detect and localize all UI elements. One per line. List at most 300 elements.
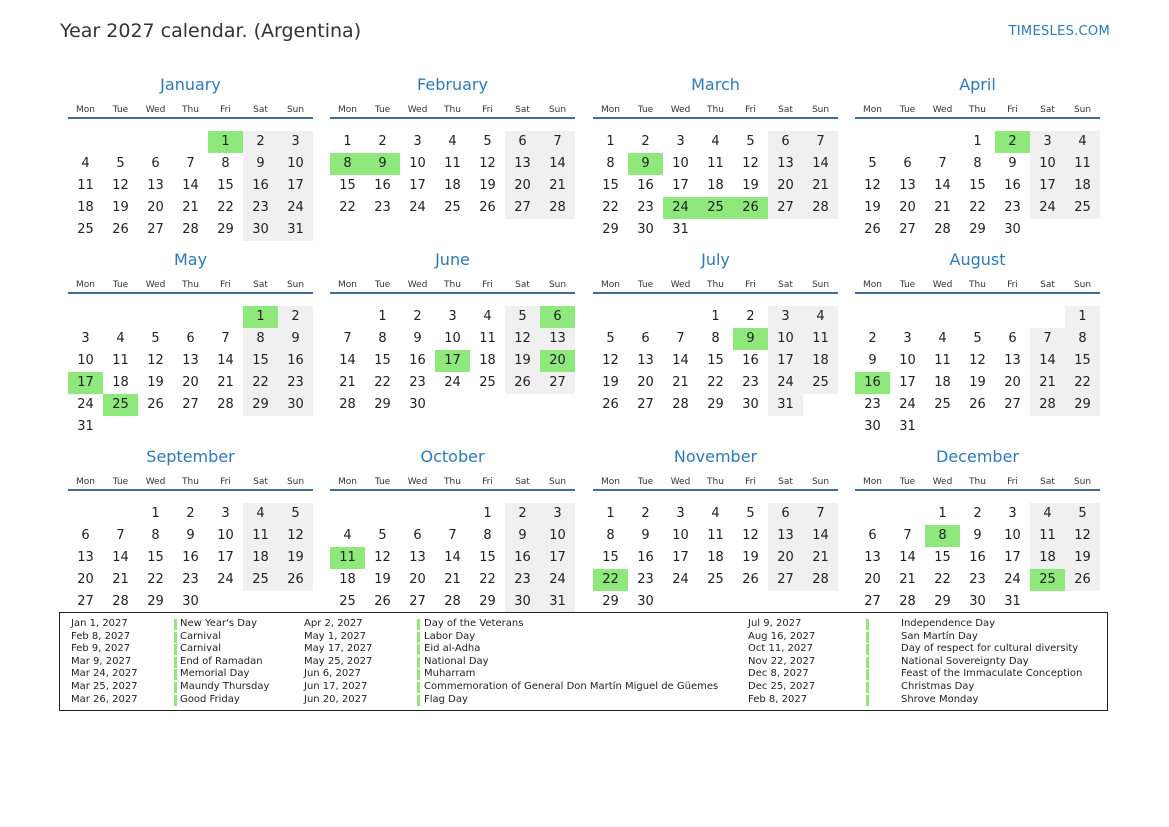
day-cell: 11 [112,353,129,368]
day-cell: 22 [479,572,496,587]
weekday-label: Mon [601,477,620,487]
legend-holiday-name: Memorial Day [180,668,250,680]
holiday-day-cell: 1 [208,131,243,153]
day-cell: 17 [217,550,234,565]
weekday-label: Mon [863,477,882,487]
day-cell: 23 [864,397,881,412]
day-cell: 19 [1065,547,1100,569]
month-divider [330,117,575,119]
weekday-label: Thu [969,280,986,290]
legend-date: Dec 25, 2027 [748,681,816,692]
day-cell: 10 [540,525,575,547]
day-cell: 26 [278,569,313,591]
day-cell: 28 [540,197,575,219]
day-cell: 12 [1065,525,1100,547]
day-cell: 12 [864,178,881,193]
legend-date: Jun 20, 2027 [304,693,368,705]
day-cell: 27 [147,222,164,237]
weekday-label: Fri [1007,477,1018,487]
day-cell: 7 [448,528,457,543]
day-cell: 25 [479,375,496,390]
day-cell: 5 [606,331,615,346]
legend-holiday-name: Carnival [180,643,221,655]
weekday-label: Wed [145,105,166,115]
day-cell: 5 [505,306,540,328]
day-cell: 29 [969,222,986,237]
legend-marker [174,657,177,668]
day-cell: 2 [641,134,650,149]
day-cell: 6 [1008,331,1017,346]
weekday-label: Thu [969,477,986,487]
day-cell: 23 [182,572,199,587]
day-cell: 22 [1065,372,1100,394]
legend-date: May 1, 2027 [304,630,367,642]
day-cell: 15 [969,178,986,193]
day-cell: 3 [1008,506,1017,521]
weekday-label: Fri [220,280,231,290]
day-cell: 11 [479,331,496,346]
day-cell: 21 [899,572,916,587]
holiday-day-cell: 25 [1030,569,1065,591]
day-cell: 20 [409,572,426,587]
day-cell: 27 [505,197,540,219]
day-cell: 31 [768,394,803,416]
day-cell: 22 [707,375,724,390]
day-cell: 7 [803,503,838,525]
weekday-label: Fri [220,105,231,115]
month-title: July [701,250,730,269]
legend-holiday-name: Day of the Veterans [424,618,524,629]
weekday-label: Wed [932,105,953,115]
day-cell: 28 [803,569,838,591]
day-cell: 26 [505,372,540,394]
day-cell: 3 [540,503,575,525]
day-cell: 2 [868,331,877,346]
day-cell: 14 [803,153,838,175]
day-cell: 14 [803,525,838,547]
legend-marker [174,695,177,706]
legend-holiday-name: Maundy Thursday [180,681,270,692]
day-cell: 19 [278,547,313,569]
day-cell: 17 [899,375,916,390]
day-cell: 22 [374,375,391,390]
weekday-label: Sun [811,280,830,290]
day-cell: 18 [112,375,129,390]
weekday-label: Fri [745,280,756,290]
day-cell: 1 [1065,306,1100,328]
month-title: June [435,250,470,269]
legend-date: Feb 9, 2027 [71,643,131,655]
day-cell: 15 [602,550,619,565]
holiday-day-cell: 17 [435,350,470,372]
legend-date: Mar 24, 2027 [71,668,138,680]
day-cell: 6 [151,156,160,171]
day-cell: 2 [186,506,195,521]
day-cell: 25 [339,594,356,609]
day-cell: 28 [934,222,951,237]
day-cell: 1 [711,309,720,324]
holiday-day-cell: 25 [103,394,138,416]
day-cell: 1 [343,134,352,149]
day-cell: 22 [969,200,986,215]
weekday-label: Sun [286,105,305,115]
month-title: October [420,447,485,466]
month-divider [330,489,575,491]
legend-date: Mar 9, 2027 [71,655,132,667]
day-cell: 18 [444,178,461,193]
day-cell: 29 [707,397,724,412]
page-title: Year 2027 calendar. (Argentina) [60,20,362,42]
day-cell: 29 [217,222,234,237]
day-cell: 17 [278,175,313,197]
day-cell: 21 [112,572,129,587]
day-cell: 3 [903,331,912,346]
day-cell: 17 [1030,175,1065,197]
weekday-label: Sat [778,105,793,115]
weekday-label: Sun [548,280,567,290]
day-cell: 27 [899,222,916,237]
holiday-day-cell: 6 [540,306,575,328]
day-cell: 28 [217,397,234,412]
day-cell: 18 [479,353,496,368]
weekday-label: Thu [182,477,199,487]
weekday-label: Thu [182,105,199,115]
day-cell: 13 [768,525,803,547]
legend-holiday-name: Flag Day [424,693,468,705]
legend-marker [174,644,177,655]
day-cell: 27 [182,397,199,412]
month-divider [855,292,1100,294]
day-cell: 4 [116,331,125,346]
legend-date: Jun 17, 2027 [304,681,368,692]
day-cell: 3 [676,134,685,149]
weekday-label: Tue [112,105,129,115]
month-divider [68,292,313,294]
weekday-label: Fri [1007,105,1018,115]
day-cell: 18 [803,350,838,372]
day-cell: 16 [969,550,986,565]
legend-date: May 17, 2027 [304,643,373,655]
day-cell: 26 [147,397,164,412]
legend-holiday-name: New Year's Day [180,618,258,629]
day-cell: 13 [768,153,803,175]
day-cell: 29 [602,594,619,609]
day-cell: 27 [409,594,426,609]
day-cell: 31 [77,419,94,434]
day-cell: 22 [602,200,619,215]
day-cell: 23 [1004,200,1021,215]
day-cell: 30 [243,219,278,241]
day-cell: 3 [81,331,90,346]
day-cell: 20 [768,175,803,197]
day-cell: 4 [938,331,947,346]
month-title: September [146,447,235,466]
legend-marker [417,695,420,706]
day-cell: 15 [602,178,619,193]
day-cell: 26 [1065,569,1100,591]
day-cell: 17 [672,178,689,193]
weekday-label: Sun [1073,105,1092,115]
day-cell: 8 [378,331,387,346]
day-cell: 30 [969,594,986,609]
day-cell: 3 [278,131,313,153]
holiday-day-cell: 9 [733,328,768,350]
day-cell: 16 [278,350,313,372]
day-cell: 14 [182,178,199,193]
holiday-day-cell: 22 [593,569,628,591]
weekday-label: Wed [407,477,428,487]
weekday-label: Sun [811,105,830,115]
day-cell: 21 [182,200,199,215]
weekday-label: Fri [482,477,493,487]
day-cell: 4 [483,309,492,324]
legend-date: Feb 8, 2027 [71,630,131,642]
day-cell: 30 [182,594,199,609]
day-cell: 28 [444,594,461,609]
month-title: November [673,447,758,466]
day-cell: 12 [147,353,164,368]
month-divider [593,292,838,294]
day-cell: 27 [768,569,803,591]
day-cell: 15 [1065,350,1100,372]
day-cell: 24 [1030,197,1065,219]
day-cell: 10 [217,528,234,543]
weekday-label: Sat [1040,477,1055,487]
day-cell: 29 [934,594,951,609]
day-cell: 14 [1030,350,1065,372]
day-cell: 6 [505,131,540,153]
day-cell: 1 [938,506,947,521]
day-cell: 25 [934,397,951,412]
day-cell: 16 [742,353,759,368]
day-cell: 23 [278,372,313,394]
weekday-label: Tue [112,280,129,290]
day-cell: 16 [637,178,654,193]
day-cell: 5 [483,134,492,149]
day-cell: 17 [672,550,689,565]
legend-marker [866,619,869,630]
day-cell: 6 [903,156,912,171]
day-cell: 10 [77,353,94,368]
month-title: February [417,75,488,94]
day-cell: 13 [637,353,654,368]
legend-holiday-name: San Martín Day [901,630,978,642]
day-cell: 25 [803,372,838,394]
day-cell: 27 [768,197,803,219]
day-cell: 18 [339,572,356,587]
day-cell: 9 [1008,156,1017,171]
day-cell: 18 [77,200,94,215]
day-cell: 10 [278,153,313,175]
legend-date: Aug 16, 2027 [748,630,816,642]
day-cell: 12 [969,353,986,368]
day-cell: 3 [448,309,457,324]
day-cell: 1 [606,134,615,149]
legend-marker [417,632,420,643]
day-cell: 23 [969,572,986,587]
legend-marker [417,682,420,693]
day-cell: 2 [505,503,540,525]
day-cell: 10 [409,156,426,171]
day-cell: 6 [868,528,877,543]
day-cell: 14 [934,178,951,193]
weekday-label: Mon [76,105,95,115]
day-cell: 25 [707,572,724,587]
weekday-label: Sat [778,477,793,487]
day-cell: 23 [409,375,426,390]
month-divider [855,117,1100,119]
weekday-label: Thu [969,105,986,115]
day-cell: 9 [505,525,540,547]
day-cell: 12 [505,328,540,350]
day-cell: 27 [637,397,654,412]
day-cell: 10 [1004,528,1021,543]
weekday-label: Sat [253,280,268,290]
legend-holiday-name: Muharram [424,668,476,680]
day-cell: 15 [934,550,951,565]
weekday-label: Thu [707,280,724,290]
day-cell: 28 [112,594,129,609]
day-cell: 11 [707,156,724,171]
day-cell: 20 [768,547,803,569]
day-cell: 27 [864,594,881,609]
month-title: March [691,75,740,94]
legend-date: Dec 8, 2027 [748,668,809,680]
legend-date: Jan 1, 2027 [71,618,128,629]
day-cell: 27 [540,372,575,394]
day-cell: 28 [803,197,838,219]
day-cell: 14 [339,353,356,368]
day-cell: 15 [339,178,356,193]
day-cell: 1 [483,506,492,521]
legend-marker [866,632,869,643]
day-cell: 25 [1065,197,1100,219]
holiday-day-cell: 9 [628,153,663,175]
weekday-label: Fri [745,477,756,487]
day-cell: 8 [243,328,278,350]
day-cell: 21 [217,375,234,390]
weekday-label: Thu [707,105,724,115]
day-cell: 2 [378,134,387,149]
day-cell: 18 [243,547,278,569]
day-cell: 20 [637,375,654,390]
weekday-label: Mon [338,105,357,115]
day-cell: 16 [182,550,199,565]
site-link[interactable]: TIMESLES.COM [1008,24,1110,39]
day-cell: 16 [374,178,391,193]
day-cell: 1 [151,506,160,521]
holiday-day-cell: 9 [365,153,400,175]
day-cell: 24 [409,200,426,215]
day-cell: 6 [186,331,195,346]
legend-holiday-name: Labor Day [424,630,476,642]
legend-holiday-name: Christmas Day [901,681,975,692]
weekday-label: Mon [76,477,95,487]
day-cell: 26 [742,572,759,587]
day-cell: 6 [768,131,803,153]
day-cell: 17 [1004,550,1021,565]
weekday-label: Wed [407,280,428,290]
day-cell: 12 [602,353,619,368]
legend-date: Mar 25, 2027 [71,681,138,692]
day-cell: 2 [746,309,755,324]
day-cell: 16 [409,353,426,368]
day-cell: 1 [378,309,387,324]
day-cell: 11 [243,525,278,547]
day-cell: 8 [1065,328,1100,350]
day-cell: 20 [182,375,199,390]
day-cell: 4 [711,506,720,521]
legend-marker [174,632,177,643]
holiday-day-cell: 26 [733,197,768,219]
day-cell: 14 [899,550,916,565]
day-cell: 22 [243,372,278,394]
legend-marker [866,644,869,655]
legend-date: Jun 6, 2027 [304,668,361,680]
holiday-day-cell: 20 [540,350,575,372]
weekday-label: Mon [338,280,357,290]
day-cell: 6 [641,331,650,346]
day-cell: 5 [378,528,387,543]
day-cell: 5 [746,506,755,521]
weekday-label: Wed [145,280,166,290]
day-cell: 18 [1030,547,1065,569]
legend-date: Oct 11, 2027 [748,643,813,655]
day-cell: 29 [374,397,391,412]
weekday-label: Wed [670,280,691,290]
day-cell: 9 [641,528,650,543]
day-cell: 24 [1004,572,1021,587]
legend-date: Nov 22, 2027 [748,655,816,667]
day-cell: 23 [637,200,654,215]
day-cell: 30 [864,419,881,434]
day-cell: 4 [81,156,90,171]
day-cell: 21 [803,175,838,197]
weekday-label: Sat [1040,105,1055,115]
holiday-day-cell: 8 [925,525,960,547]
month-title: April [959,75,996,94]
day-cell: 30 [637,594,654,609]
legend-marker [174,669,177,680]
day-cell: 16 [1004,178,1021,193]
weekday-label: Sun [811,477,830,487]
day-cell: 13 [77,550,94,565]
day-cell: 6 [81,528,90,543]
weekday-label: Sat [778,280,793,290]
day-cell: 4 [711,134,720,149]
day-cell: 7 [1030,328,1065,350]
weekday-label: Sun [286,280,305,290]
day-cell: 14 [672,353,689,368]
day-cell: 24 [540,569,575,591]
day-cell: 28 [339,397,356,412]
day-cell: 12 [374,550,391,565]
day-cell: 24 [278,197,313,219]
day-cell: 17 [409,178,426,193]
day-cell: 5 [116,156,125,171]
day-cell: 30 [742,397,759,412]
day-cell: 21 [934,200,951,215]
day-cell: 4 [1065,131,1100,153]
day-cell: 9 [973,528,982,543]
weekday-label: Thu [182,280,199,290]
day-cell: 2 [641,506,650,521]
legend-holiday-name: Day of respect for cultural diversity [901,643,1079,655]
legend-marker [866,657,869,668]
day-cell: 12 [278,525,313,547]
weekday-label: Mon [863,105,882,115]
day-cell: 24 [768,372,803,394]
